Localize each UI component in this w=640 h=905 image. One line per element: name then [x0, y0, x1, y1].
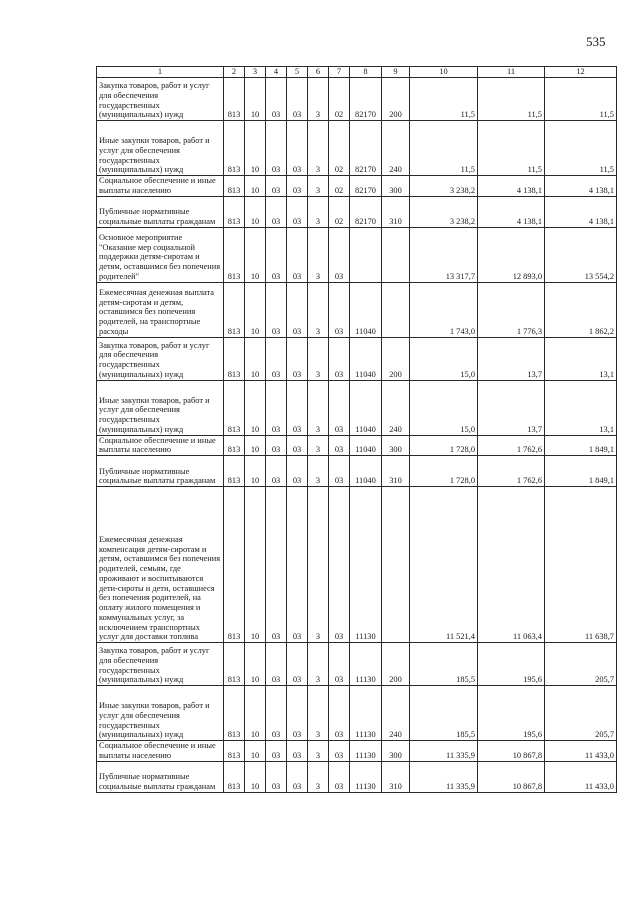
table-row [97, 456, 617, 487]
cell-amount-year-2: 1 776,3 [478, 282, 545, 337]
cell-program: 03 [287, 435, 308, 456]
cell-expense-type: 200 [382, 643, 410, 686]
cell-admin-code: 813 [224, 282, 245, 337]
cell-subsection: 03 [266, 456, 287, 487]
cell-amount-year-2: 10 867,8 [478, 761, 545, 792]
row-name: Публичные нормативные социальные выплаты гражданам [97, 196, 224, 227]
cell-subsection: 03 [266, 487, 287, 643]
cell-activity: 03 [329, 282, 350, 337]
cell-subprogram: 3 [308, 456, 329, 487]
header-cell: 3 [245, 67, 266, 78]
cell-subprogram: 3 [308, 643, 329, 686]
cell-activity: 03 [329, 686, 350, 741]
cell-section: 10 [245, 761, 266, 792]
cell-section: 10 [245, 282, 266, 337]
cell-direction: 11040 [350, 337, 382, 380]
cell-program: 03 [287, 686, 308, 741]
row-name: Закупка товаров, работ и услуг для обеспечения государственных (муниципальных) нужд [97, 78, 224, 121]
cell-direction: 82170 [350, 176, 382, 197]
cell-expense-type: 240 [382, 686, 410, 741]
cell-amount-year-1: 11,5 [410, 78, 478, 121]
cell-section: 10 [245, 121, 266, 176]
cell-amount-year-3: 205,7 [545, 686, 617, 741]
cell-activity: 03 [329, 487, 350, 643]
cell-program: 03 [287, 741, 308, 762]
cell-expense-type [382, 227, 410, 282]
table-row [97, 741, 617, 762]
cell-amount-year-2: 13,7 [478, 337, 545, 380]
cell-amount-year-3: 11 638,7 [545, 487, 617, 643]
cell-program: 03 [287, 121, 308, 176]
header-cell: 2 [224, 67, 245, 78]
row-name: Иные закупки товаров, работ и услуг для обеспечения государственных (муниципальных) нужд [97, 686, 224, 741]
cell-section: 10 [245, 380, 266, 435]
table-row [97, 337, 617, 380]
cell-amount-year-1: 1 728,0 [410, 435, 478, 456]
cell-amount-year-1: 11 521,4 [410, 487, 478, 643]
cell-direction: 82170 [350, 121, 382, 176]
cell-expense-type [382, 487, 410, 643]
cell-section: 10 [245, 227, 266, 282]
cell-subprogram: 3 [308, 196, 329, 227]
cell-amount-year-3: 13,1 [545, 337, 617, 380]
cell-program: 03 [287, 196, 308, 227]
cell-amount-year-1: 11 335,9 [410, 761, 478, 792]
cell-activity: 03 [329, 435, 350, 456]
cell-expense-type: 200 [382, 337, 410, 380]
header-cell: 6 [308, 67, 329, 78]
cell-section: 10 [245, 196, 266, 227]
cell-subprogram: 3 [308, 686, 329, 741]
cell-program: 03 [287, 380, 308, 435]
cell-expense-type: 300 [382, 176, 410, 197]
cell-activity: 03 [329, 380, 350, 435]
cell-direction: 11040 [350, 456, 382, 487]
cell-program: 03 [287, 176, 308, 197]
cell-amount-year-1: 3 238,2 [410, 176, 478, 197]
cell-activity: 03 [329, 227, 350, 282]
budget-table [96, 66, 617, 793]
cell-amount-year-2: 1 762,6 [478, 435, 545, 456]
cell-section: 10 [245, 686, 266, 741]
cell-admin-code: 813 [224, 196, 245, 227]
cell-section: 10 [245, 487, 266, 643]
row-name: Иные закупки товаров, работ и услуг для обеспечения государственных (муниципальных) нужд [97, 121, 224, 176]
cell-direction: 11130 [350, 643, 382, 686]
cell-amount-year-3: 1 849,1 [545, 456, 617, 487]
cell-subprogram: 3 [308, 121, 329, 176]
cell-amount-year-3: 4 138,1 [545, 176, 617, 197]
cell-program: 03 [287, 78, 308, 121]
cell-subprogram: 3 [308, 176, 329, 197]
cell-amount-year-3: 4 138,1 [545, 196, 617, 227]
cell-admin-code: 813 [224, 121, 245, 176]
cell-activity: 03 [329, 456, 350, 487]
cell-activity: 03 [329, 741, 350, 762]
cell-expense-type: 300 [382, 741, 410, 762]
row-name: Ежемесячная денежная выплата детям-сиротам и детям, оставшимся без попечения родителей, на транспортные расходы [97, 282, 224, 337]
table-row [97, 487, 617, 643]
cell-subsection: 03 [266, 741, 287, 762]
row-name: Закупка товаров, работ и услуг для обеспечения государственных (муниципальных) нужд [97, 337, 224, 380]
cell-subprogram: 3 [308, 282, 329, 337]
cell-amount-year-3: 1 862,2 [545, 282, 617, 337]
cell-subsection: 03 [266, 121, 287, 176]
cell-section: 10 [245, 435, 266, 456]
row-name: Социальное обеспечение и иные выплаты населению [97, 176, 224, 197]
row-name: Социальное обеспечение и иные выплаты населению [97, 435, 224, 456]
cell-amount-year-1: 13 317,7 [410, 227, 478, 282]
header-row [97, 67, 617, 78]
cell-expense-type: 240 [382, 380, 410, 435]
cell-amount-year-2: 11,5 [478, 78, 545, 121]
row-name: Ежемесячная денежная компенсация детям-сиротам и детям, оставшимся без попечения родителей, семьям, где проживают и воспитываются дети-сироты и дети, оставшиеся без попечения родителей, на оплату жилого помещения и коммунальных услуг, за исключением транспортных услуг для доставки топлива [97, 487, 224, 643]
cell-amount-year-2: 195,6 [478, 643, 545, 686]
cell-program: 03 [287, 227, 308, 282]
cell-subprogram: 3 [308, 761, 329, 792]
cell-program: 03 [287, 282, 308, 337]
cell-subsection: 03 [266, 337, 287, 380]
header-cell: 7 [329, 67, 350, 78]
cell-expense-type: 200 [382, 78, 410, 121]
row-name: Социальное обеспечение и иные выплаты населению [97, 741, 224, 762]
cell-activity: 02 [329, 78, 350, 121]
row-name: Публичные нормативные социальные выплаты гражданам [97, 456, 224, 487]
header-cell: 12 [545, 67, 617, 78]
table-row [97, 686, 617, 741]
cell-activity: 03 [329, 761, 350, 792]
cell-expense-type: 300 [382, 435, 410, 456]
table-row [97, 761, 617, 792]
cell-expense-type: 310 [382, 456, 410, 487]
cell-section: 10 [245, 456, 266, 487]
cell-amount-year-3: 13,1 [545, 380, 617, 435]
table-row [97, 121, 617, 176]
cell-amount-year-1: 15,0 [410, 380, 478, 435]
cell-amount-year-1: 11,5 [410, 121, 478, 176]
cell-direction: 11040 [350, 435, 382, 456]
table-row [97, 196, 617, 227]
cell-amount-year-3: 11,5 [545, 121, 617, 176]
cell-expense-type: 240 [382, 121, 410, 176]
table-row [97, 380, 617, 435]
cell-amount-year-3: 11 433,0 [545, 741, 617, 762]
row-name: Иные закупки товаров, работ и услуг для обеспечения государственных (муниципальных) нужд [97, 380, 224, 435]
cell-direction: 11130 [350, 761, 382, 792]
cell-section: 10 [245, 337, 266, 380]
cell-amount-year-2: 4 138,1 [478, 176, 545, 197]
cell-direction: 11040 [350, 282, 382, 337]
cell-amount-year-1: 1 743,0 [410, 282, 478, 337]
cell-section: 10 [245, 176, 266, 197]
cell-subsection: 03 [266, 227, 287, 282]
cell-subprogram: 3 [308, 435, 329, 456]
row-name: Основное мероприятие "Оказание мер социальной поддержки детям-сиротам и детям, оставшимся без попечения родителей" [97, 227, 224, 282]
cell-amount-year-3: 13 554,2 [545, 227, 617, 282]
cell-amount-year-1: 3 238,2 [410, 196, 478, 227]
header-cell: 11 [478, 67, 545, 78]
header-cell: 9 [382, 67, 410, 78]
cell-direction: 82170 [350, 196, 382, 227]
cell-direction [350, 227, 382, 282]
table-row [97, 227, 617, 282]
cell-amount-year-3: 11,5 [545, 78, 617, 121]
cell-program: 03 [287, 456, 308, 487]
cell-section: 10 [245, 78, 266, 121]
cell-admin-code: 813 [224, 435, 245, 456]
row-name: Закупка товаров, работ и услуг для обеспечения государственных (муниципальных) нужд [97, 643, 224, 686]
cell-amount-year-1: 15,0 [410, 337, 478, 380]
cell-expense-type: 310 [382, 196, 410, 227]
cell-admin-code: 813 [224, 227, 245, 282]
cell-amount-year-2: 10 867,8 [478, 741, 545, 762]
table-row [97, 78, 617, 121]
cell-subsection: 03 [266, 196, 287, 227]
cell-amount-year-3: 11 433,0 [545, 761, 617, 792]
cell-admin-code: 813 [224, 741, 245, 762]
cell-amount-year-1: 11 335,9 [410, 741, 478, 762]
cell-program: 03 [287, 487, 308, 643]
table-row [97, 643, 617, 686]
cell-subsection: 03 [266, 380, 287, 435]
cell-amount-year-3: 1 849,1 [545, 435, 617, 456]
cell-expense-type: 310 [382, 761, 410, 792]
cell-subprogram: 3 [308, 78, 329, 121]
cell-admin-code: 813 [224, 761, 245, 792]
header-cell: 4 [266, 67, 287, 78]
cell-activity: 03 [329, 337, 350, 380]
cell-subsection: 03 [266, 643, 287, 686]
cell-amount-year-2: 4 138,1 [478, 196, 545, 227]
cell-direction: 11040 [350, 380, 382, 435]
cell-activity: 03 [329, 643, 350, 686]
cell-subprogram: 3 [308, 741, 329, 762]
cell-admin-code: 813 [224, 337, 245, 380]
cell-amount-year-2: 13,7 [478, 380, 545, 435]
row-name: Публичные нормативные социальные выплаты гражданам [97, 761, 224, 792]
cell-activity: 02 [329, 196, 350, 227]
cell-activity: 02 [329, 176, 350, 197]
cell-admin-code: 813 [224, 456, 245, 487]
cell-amount-year-1: 185,5 [410, 686, 478, 741]
cell-direction: 82170 [350, 78, 382, 121]
cell-program: 03 [287, 337, 308, 380]
cell-admin-code: 813 [224, 380, 245, 435]
cell-section: 10 [245, 643, 266, 686]
cell-direction: 11130 [350, 487, 382, 643]
cell-amount-year-1: 185,5 [410, 643, 478, 686]
table-row [97, 435, 617, 456]
cell-amount-year-2: 11 063,4 [478, 487, 545, 643]
header-cell: 8 [350, 67, 382, 78]
header-cell: 10 [410, 67, 478, 78]
cell-program: 03 [287, 761, 308, 792]
cell-subsection: 03 [266, 686, 287, 741]
table-body [97, 78, 617, 793]
cell-subsection: 03 [266, 282, 287, 337]
cell-direction: 11130 [350, 741, 382, 762]
cell-subprogram: 3 [308, 487, 329, 643]
cell-subsection: 03 [266, 176, 287, 197]
cell-direction: 11130 [350, 686, 382, 741]
cell-activity: 02 [329, 121, 350, 176]
table-row [97, 176, 617, 197]
cell-program: 03 [287, 643, 308, 686]
cell-admin-code: 813 [224, 686, 245, 741]
cell-subsection: 03 [266, 78, 287, 121]
table-row [97, 282, 617, 337]
cell-subprogram: 3 [308, 337, 329, 380]
cell-amount-year-3: 205,7 [545, 643, 617, 686]
cell-expense-type [382, 282, 410, 337]
cell-admin-code: 813 [224, 78, 245, 121]
cell-amount-year-2: 11,5 [478, 121, 545, 176]
header-cell: 5 [287, 67, 308, 78]
cell-amount-year-2: 195,6 [478, 686, 545, 741]
cell-section: 10 [245, 741, 266, 762]
cell-admin-code: 813 [224, 487, 245, 643]
header-cell: 1 [97, 67, 224, 78]
cell-subprogram: 3 [308, 380, 329, 435]
cell-admin-code: 813 [224, 176, 245, 197]
cell-subsection: 03 [266, 435, 287, 456]
cell-amount-year-2: 1 762,6 [478, 456, 545, 487]
cell-amount-year-2: 12 893,0 [478, 227, 545, 282]
cell-subprogram: 3 [308, 227, 329, 282]
cell-amount-year-1: 1 728,0 [410, 456, 478, 487]
cell-subsection: 03 [266, 761, 287, 792]
page-number: 535 [586, 34, 606, 49]
cell-admin-code: 813 [224, 643, 245, 686]
